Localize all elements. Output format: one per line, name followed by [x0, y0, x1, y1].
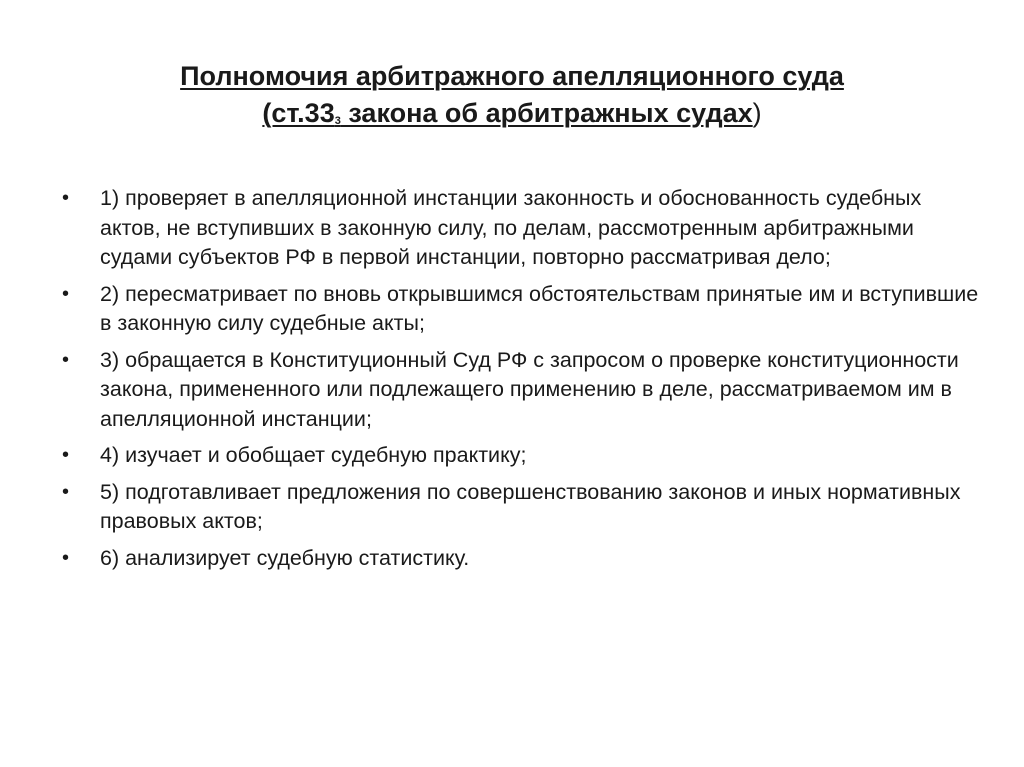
- title-line-1: [80, 58, 944, 95]
- list-item: [60, 441, 980, 471]
- bullet-icon: •: [62, 444, 70, 466]
- list-item: [60, 478, 980, 537]
- list-item-text: 5) подготавливает предложения по совершенствованию законов и иных нормативных правовых актов;: [100, 479, 961, 533]
- title-article: (ст.33: [262, 98, 335, 128]
- bullet-icon: •: [62, 187, 70, 209]
- bullet-icon: •: [62, 282, 70, 305]
- slide-title: [80, 58, 944, 140]
- bullet-icon: •: [62, 546, 70, 569]
- list-item-text: 2) пересматривает по вновь открывшимся обстоятельствам принятые им и вступившие в законную силу судебные акты;: [100, 281, 979, 335]
- title-line-1-text: Полномочия арбитражного апелляционного суда: [180, 61, 844, 91]
- list-item: [60, 184, 980, 273]
- title-line-2-text: [262, 98, 752, 128]
- list-item-text: 6) анализирует судебную статистику.: [100, 545, 470, 570]
- title-article-subscript: 3: [334, 115, 341, 127]
- title-line-2: [80, 95, 944, 140]
- list-item-text: 3) обращается в Конституционный Суд РФ с запросом о проверке конституционности закона, примененного или подлежащего применению в деле, рассматриваемом им в апелляционной инстанции;: [100, 347, 959, 431]
- list-item-text: 1) проверяет в апелляционной инстанции законность и обоснованность судебных актов, не вступивших в законную силу, по делам, рассмотренным арбитражными судами субъектов РФ в первой инстанции, повторно рассматривая дело;: [100, 186, 922, 269]
- bullet-icon: •: [62, 480, 70, 503]
- list-item: [60, 544, 980, 574]
- list-item: [60, 346, 980, 435]
- title-law-name: закона об арбитражных судах: [340, 98, 753, 128]
- bullet-icon: •: [62, 348, 70, 371]
- list-item-text: 4) изучает и обобщает судебную практику;: [100, 443, 527, 467]
- powers-list: [60, 184, 980, 580]
- title-close-paren: ): [752, 98, 762, 128]
- list-item: [60, 280, 980, 339]
